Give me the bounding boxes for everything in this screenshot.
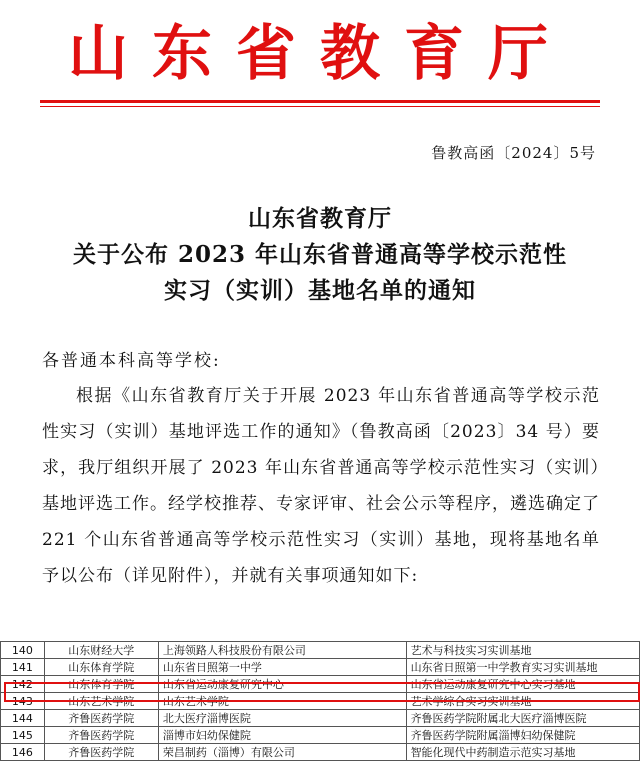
base-list-table-section — [0, 641, 640, 773]
masthead-title: 山东省教育厅 — [68, 19, 572, 89]
unit-cell: 山东省日照第一中学 — [158, 659, 406, 676]
base-name-cell: 山东省运动康复研究中心实习基地 — [406, 676, 639, 693]
red-rule-thick — [40, 100, 600, 103]
table-row — [1, 659, 640, 676]
table-body — [1, 642, 640, 761]
base-name-cell: 齐鲁医药学院附属淄博妇幼保健院 — [406, 727, 639, 744]
school-cell: 齐鲁医药学院 — [44, 744, 158, 761]
table-row — [1, 676, 640, 693]
table-row — [1, 727, 640, 744]
row-number: 142 — [1, 676, 45, 693]
school-cell: 山东体育学院 — [44, 659, 158, 676]
unit-cell: 淄博市妇幼保健院 — [158, 727, 406, 744]
table-row — [1, 693, 640, 710]
row-number: 141 — [1, 659, 45, 676]
row-number: 145 — [1, 727, 45, 744]
title-line-3: 实习（实训）基地名单的通知 — [164, 277, 476, 304]
salutation: 各普通本科高等学校: — [42, 351, 221, 371]
base-name-cell: 齐鲁医药学院附属北大医疗淄博医院 — [406, 710, 639, 727]
base-name-cell: 山东省日照第一中学教育实习实训基地 — [406, 659, 639, 676]
row-number: 143 — [1, 693, 45, 710]
school-cell: 山东体育学院 — [44, 676, 158, 693]
base-name-cell: 艺术学综合实习实训基地 — [406, 693, 639, 710]
school-cell: 齐鲁医药学院 — [44, 710, 158, 727]
row-number: 144 — [1, 710, 45, 727]
base-name-cell: 智能化现代中药制造示范实习基地 — [406, 744, 639, 761]
unit-cell: 北大医疗淄博医院 — [158, 710, 406, 727]
table-row — [1, 710, 640, 727]
row-number: 140 — [1, 642, 45, 659]
unit-cell: 荣昌制药（淄博）有限公司 — [158, 744, 406, 761]
document-number: 鲁教高函〔2024〕5号 — [431, 144, 596, 162]
unit-cell: 山东省运动康复研究中心 — [158, 676, 406, 693]
red-rule-thin — [40, 106, 600, 107]
base-list-table — [0, 641, 640, 761]
row-number: 146 — [1, 744, 45, 761]
title-line-2: 关于公布 2023 年山东省普通高等学校示范性 — [72, 241, 568, 268]
base-name-cell: 艺术与科技实习实训基地 — [406, 642, 639, 659]
school-cell: 齐鲁医药学院 — [44, 727, 158, 744]
school-cell: 山东财经大学 — [44, 642, 158, 659]
unit-cell: 上海领路人科技股份有限公司 — [158, 642, 406, 659]
table-row — [1, 642, 640, 659]
unit-cell: 山东艺术学院 — [158, 693, 406, 710]
school-cell: 山东艺术学院 — [44, 693, 158, 710]
title-line-1: 山东省教育厅 — [248, 205, 392, 232]
table-row — [1, 744, 640, 761]
body-paragraph: 根据《山东省教育厅关于开展 2023 年山东省普通高等学校示范性实习（实训）基地评选工作的通知》（鲁教高函〔2023〕34 号）要求，我厅组织开展了 2023 年山东省普通高等学校示范性实习（实训）基地评选工作。经学校推荐、专家评审、社会公示等程序，遴选确定了 221 个山东省普通高等学校示范性实习（实训）基地，现将基地名单予以公布（详见附件），并就有关事项通知如下: — [42, 386, 600, 586]
